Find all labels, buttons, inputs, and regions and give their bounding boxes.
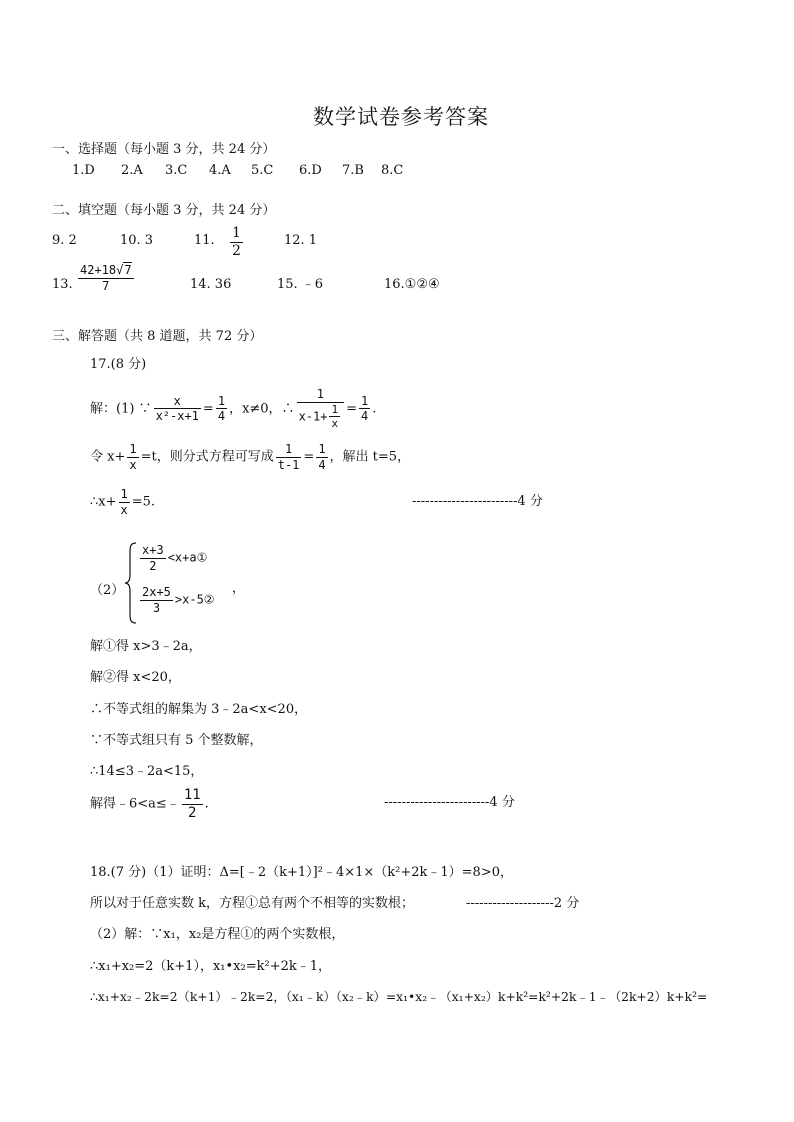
frac-numerator: 1 bbox=[232, 225, 241, 241]
p18-line-3: （2）解：∵x₁，x₂是方程①的两个实数根， bbox=[90, 927, 345, 942]
choice-answer: 3.C bbox=[165, 163, 188, 178]
p17-part2-label: （2） bbox=[90, 583, 125, 598]
p17-step-2: 解②得 x<20， bbox=[90, 670, 181, 685]
answer-12: 12. 1 bbox=[284, 233, 318, 248]
left-brace-icon bbox=[124, 541, 138, 625]
choice-answer: 7.B bbox=[342, 163, 364, 178]
answer-13-label: 13. bbox=[52, 277, 73, 292]
section-1-heading: 一、选择题（每小题 3 分，共 24 分） bbox=[52, 142, 276, 157]
answer-11-label: 11. bbox=[194, 233, 215, 248]
p17-line-3: ∴x+ $\frac{1}{x}$ =5. bbox=[90, 487, 156, 517]
p17-line-1: 解：(1) ∵ $\frac{x}{\text{x²-x+1}}$ = $\frac{1}{4}$ ，x≠0，∴ 1 x-1+ $\frac{1}{x}$ = $\frac{1}{4}$ . bbox=[90, 387, 377, 431]
problem-17-label: 17.(8 分) bbox=[90, 357, 147, 372]
p17-step-1: 解①得 x>3﹣2a， bbox=[90, 639, 202, 654]
p17-part2-score: ------------------------4 分 bbox=[384, 795, 515, 810]
section-2-heading: 二、填空题（每小题 3 分，共 24 分） bbox=[52, 203, 276, 218]
p17-step-4: ∵不等式组只有 5 个整数解， bbox=[90, 733, 263, 748]
choice-answer: 8.C bbox=[381, 163, 404, 178]
p17-step-6: 解得﹣6<a≤﹣ $\frac{11}{2}$ . bbox=[90, 787, 209, 821]
p17-line-2: 令 x+ $\frac{1}{x}$ =t，则分式方程可写成 $\frac{1}{t-1}$ = $\frac{1}{4}$ ，解出 t=5， bbox=[90, 442, 411, 472]
choice-answer: 1.D bbox=[72, 163, 95, 178]
choice-answer: 6.D bbox=[299, 163, 322, 178]
answer-15: 15. ﹣6 bbox=[277, 277, 324, 292]
answer-13-fraction: $\frac{42+18√7}{7}$ bbox=[80, 263, 132, 293]
p18-line-2: 所以对于任意实数 k，方程①总有两个不相等的实数根； bbox=[90, 896, 415, 911]
p18-line-5: ∴x₁+x₂﹣2k=2（k+1）﹣2k=2，（x₁﹣k）（x₂﹣k）=x₁•x₂﹣（x₁+x₂）k+k²=k²+2k﹣1﹣（2k+2）k+k²= bbox=[90, 990, 708, 1004]
answer-14: 14. 36 bbox=[190, 277, 232, 292]
answer-16: 16.①②④ bbox=[384, 277, 440, 292]
p18-line-4: ∴x₁+x₂=2（k+1），x₁•x₂=k²+2k﹣1， bbox=[90, 959, 332, 974]
p17-step-5: ∴14≤3﹣2a<15， bbox=[90, 764, 204, 779]
section-3-heading: 三、解答题（共 8 道题，共 72 分） bbox=[52, 329, 263, 344]
choice-answer: 5.C bbox=[251, 163, 274, 178]
p17-step-3: ∴不等式组的解集为 3﹣2a<x<20， bbox=[90, 702, 308, 717]
answer-10: 10. 3 bbox=[120, 233, 154, 248]
answer-9: 9. 2 bbox=[52, 233, 77, 248]
sqrt-icon: √ bbox=[116, 263, 124, 277]
system-inequality-1: $\frac{x+3}{2}$ <x+a① bbox=[142, 543, 208, 573]
p18-part1-score: --------------------2 分 bbox=[466, 896, 580, 911]
frac-denominator: 2 bbox=[232, 242, 241, 259]
p17-part1-score: ------------------------4 分 bbox=[412, 494, 543, 509]
p18-line-1: 18.(7 分)（1）证明：Δ=[﹣2（k+1）]²﹣4×1×（k²+2k﹣1）=8>0， bbox=[90, 865, 513, 880]
choice-answer: 4.A bbox=[209, 163, 231, 178]
system-comma: ， bbox=[232, 581, 246, 596]
choice-answer: 2.A bbox=[121, 163, 143, 178]
answer-11-fraction bbox=[228, 226, 245, 258]
page-title: 数学试卷参考答案 bbox=[313, 105, 489, 129]
system-inequality-2: $\frac{2x+5}{3}$ >x-5② bbox=[142, 585, 215, 615]
